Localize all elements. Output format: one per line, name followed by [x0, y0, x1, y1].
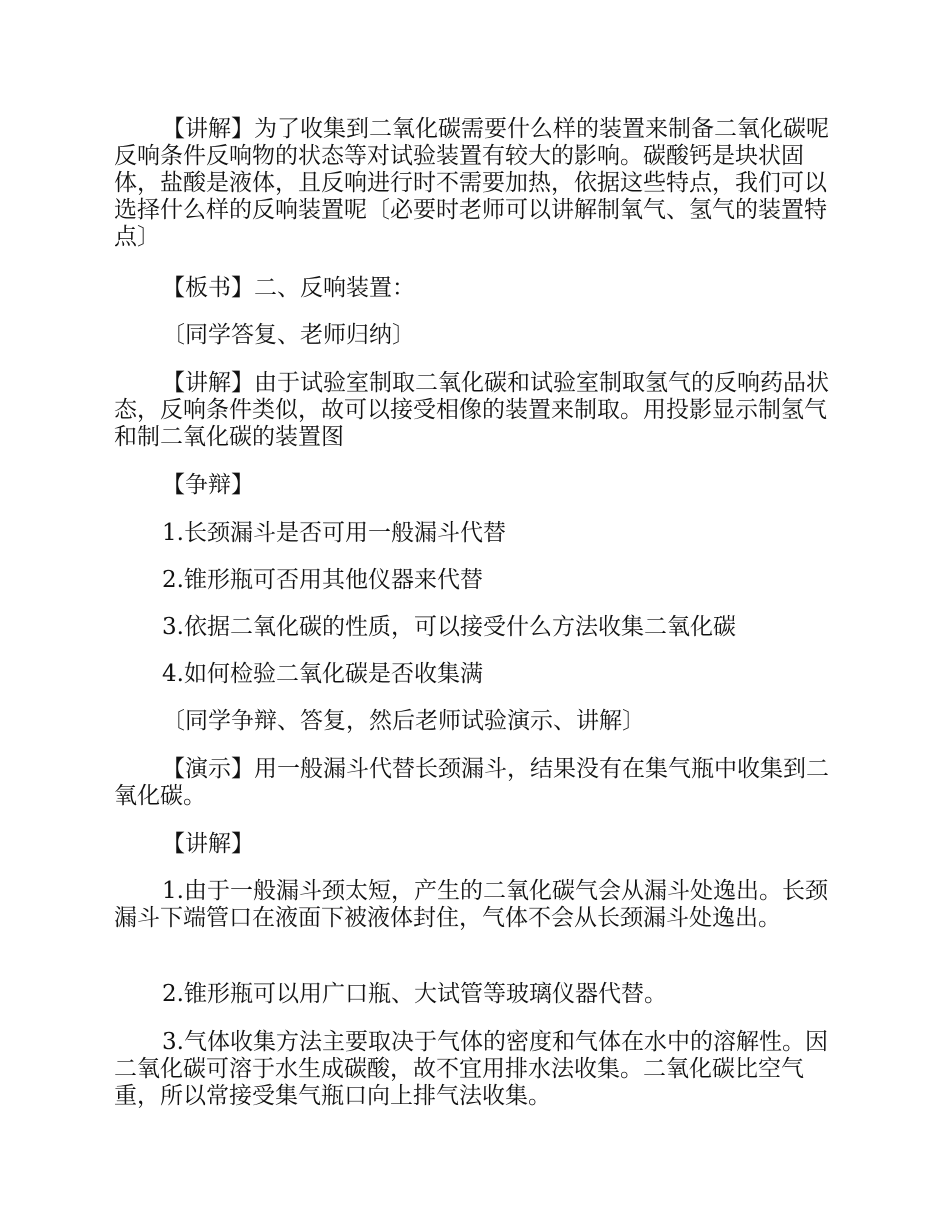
- paragraph-explanation-heading: 【讲解】: [162, 831, 254, 857]
- paragraph-explanation-1: 【讲解】为了收集到二氧化碳需要什么样的装置来制备二氧化碳呢反响条件反响物的状态等对试验装置有较大的影响。碳酸钙是块状固体，盐酸是液体，且反响进行时不需要加热，依据这些特点，我们可以选择什么样的反响装置呢〔必要时老师可以讲解制氧气、氢气的装置特点〕: [114, 116, 829, 250]
- paragraph-student-answer: 〔同学答复、老师归纳〕: [162, 322, 415, 348]
- list-item-answer-2: 2.锥形瓶可以用广口瓶、大试管等玻璃仪器代替。: [162, 981, 667, 1007]
- list-item-question-4: 4.如何检验二氧化碳是否收集满: [162, 661, 483, 687]
- paragraph-board-heading: 【板书】二、反响装置：: [162, 275, 415, 301]
- list-item-question-3: 3.依据二氧化碳的性质，可以接受什么方法收集二氧化碳: [162, 614, 736, 640]
- paragraph-demonstration: 【演示】用一般漏斗代替长颈漏斗，结果没有在集气瓶中收集到二氧化碳。: [114, 756, 829, 809]
- list-item-question-2: 2.锥形瓶可否用其他仪器来代替: [162, 567, 483, 593]
- list-item-answer-3: 3.气体收集方法主要取决于气体的密度和气体在水中的溶解性。因二氧化碳可溶于水生成碳酸，故不宜用排水法收集。二氧化碳比空气重，所以常接受集气瓶口向上排气法收集。: [114, 1029, 828, 1109]
- list-item-answer-1: 1.由于一般漏斗颈太短，产生的二氧化碳气会从漏斗处逸出。长颈漏斗下端管口在液面下被液体封住，气体不会从长颈漏斗处逸出。: [114, 878, 828, 931]
- list-item-question-1: 1.长颈漏斗是否可用一般漏斗代替: [162, 520, 506, 546]
- paragraph-explanation-2: 【讲解】由于试验室制取二氧化碳和试验室制取氢气的反响药品状态，反响条件类似，故可以接受相像的装置来制取。用投影显示制氢气和制二氧化碳的装置图: [114, 370, 829, 450]
- paragraph-discussion-heading: 【争辩】: [162, 472, 254, 498]
- paragraph-discussion-note: 〔同学争辩、答复，然后老师试验演示、讲解〕: [162, 708, 645, 734]
